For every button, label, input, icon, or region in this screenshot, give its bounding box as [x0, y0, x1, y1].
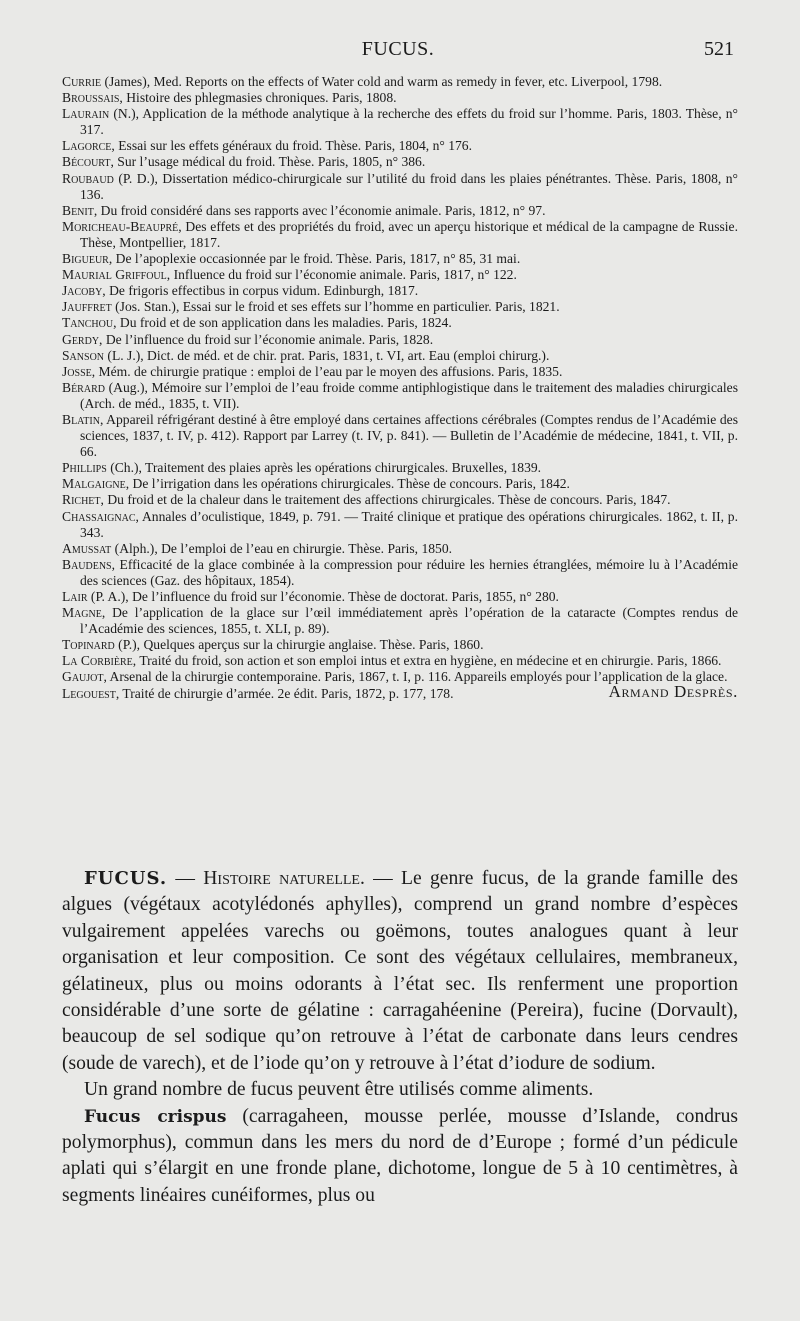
bibliography-entry: [62, 669, 738, 685]
bibliography-entry: [62, 203, 738, 219]
author-signature: Armand Desprès.: [608, 681, 738, 701]
entry-text: (Aug.), Mémoire sur l’emploi de l’eau froide comme antiphlogistique dans le traitement des maladies chirurgicales (Arch. de méd., 1835, t. VII).: [80, 379, 738, 411]
entry-text: , Sur l’usage médical du froid. Thèse. Paris, 1805, n° 386.: [110, 154, 426, 170]
article-paragraph-3: [62, 1104, 738, 1210]
bibliography-entry: [62, 476, 738, 492]
section-label: — Histoire naturelle. —: [167, 868, 402, 889]
article-paragraph-2: Un grand nombre de fucus peuvent être utilisés comme aliments.: [84, 1079, 594, 1101]
entry-author: Phillips: [62, 460, 107, 476]
entry-author: Bécourt: [62, 154, 111, 170]
page-number: 521: [704, 38, 734, 60]
bibliography: [62, 74, 738, 702]
entry-author: Benit: [62, 202, 94, 218]
entry-text: , Des effets et des propriétés du froid, avec un aperçu historique et médical de la campagne de Russie. Thèse, Montpellier, 1817.: [80, 218, 738, 250]
bibliography-entry: [62, 267, 738, 283]
entry-text: , Efficacité de la glace combinée à la compression pour réduire les hernies étranglées, mémoire lu à l’Académie des sciences (Gaz. des hôpitaux, 1854).: [80, 556, 738, 588]
bibliography-entry: [62, 74, 738, 90]
bibliography-entry: [62, 509, 738, 541]
bibliography-entry: [62, 589, 738, 605]
entry-text: (L. J.), Dict. de méd. et de chir. prat. Paris, 1831, t. VI, art. Eau (emploi chirurg.).: [104, 347, 550, 363]
entry-text: , Influence du froid sur l’économie animale. Paris, 1817, n° 122.: [166, 267, 517, 283]
species-term: Fucus crispus: [84, 1106, 227, 1127]
bibliography-entry: [62, 90, 738, 106]
entry-text: , De l’irrigation dans les opérations chirurgicales. Thèse de concours. Paris, 1842.: [125, 476, 570, 492]
entry-author: Topinard: [62, 637, 115, 653]
entry-text: , Mém. de chirurgie pratique : emploi de l’eau par le moyen des affusions. Paris, 1835.: [91, 363, 563, 379]
entry-author: Moricheau-Beaupré: [62, 218, 179, 234]
paragraph-1-text: Le genre fucus, de la grande famille des algues (végétaux acotylédonés aphylles), comprend un grand nombre d’espèces vulgairement appelées varechs ou goëmons, toutes analogues quant à leur organisation et leur composition. Ce sont des végétaux cellulaires, membraneux, gélatineux, plus ou moins odorants à l’état sec. Ils renferment une proportion considérable d’une sorte de gélatine : carragahéenine (Pereira), fucine (Dorvault), beaucoup de sel sodique qu’on retrouve à l’état de carbonate dans leurs cendres (soude de varech), et de l’iode qu’on y retrouve à l’état d’iodure de sodium.: [62, 868, 738, 1074]
entry-text: (Alph.), De l’emploi de l’eau en chirurgie. Thèse. Paris, 1850.: [111, 540, 453, 556]
entry-author: Amussat: [62, 540, 112, 556]
article-body: [62, 866, 738, 1209]
running-title: FUCUS.: [361, 38, 435, 60]
entry-text: (P.), Quelques aperçus sur la chirurgie anglaise. Thèse. Paris, 1860.: [114, 637, 484, 653]
entry-author: Baudens: [62, 556, 112, 572]
entry-text: (James), Med. Reports on the effects of Water cold and warm as remedy in fever, etc. Liverpool, 1798.: [101, 74, 663, 89]
entry-text: , Du froid et de son application dans les maladies. Paris, 1824.: [113, 315, 452, 331]
entry-author: Malgaigne: [62, 476, 126, 492]
bibliography-entry: [62, 171, 738, 203]
bibliography-entry: [62, 492, 738, 508]
bibliography-entry: [62, 460, 738, 476]
entry-author: Gaujot: [62, 669, 104, 685]
bibliography-entry: [62, 653, 738, 669]
entry-text: (P. A.), De l’influence du froid sur l’économie. Thèse de doctorat. Paris, 1855, n° 280.: [87, 589, 559, 604]
entry-text: , Arsenal de la chirurgie contemporaine. Paris, 1867, t. I, p. 116. Appareils employés pour l’application de la glace.: [103, 669, 728, 685]
bibliography-entry: [62, 364, 738, 380]
entry-author: Jauffret: [62, 299, 112, 315]
entry-author: Sanson: [62, 347, 105, 363]
article-headword: FUCUS.: [84, 868, 168, 889]
entry-text: (Ch.), Traitement des plaies après les opérations chirurgicales. Bruxelles, 1839.: [106, 460, 542, 476]
entry-author: Chassaignac: [62, 508, 136, 524]
bibliography-entry: [62, 251, 738, 267]
entry-author: Richet: [62, 492, 101, 508]
entry-text: , Du froid considéré dans ses rapports avec l’économie animale. Paris, 1812, n° 97.: [93, 202, 546, 218]
entry-author: Legouest: [62, 685, 116, 701]
entry-author: Bigueur: [62, 251, 109, 267]
entry-author: Laurain: [62, 106, 110, 122]
running-header: [62, 38, 734, 64]
entry-text: , Annales d’oculistique, 1849, p. 791. — Traité clinique et pratique des opérations chirurgicales. 1862, t. II, p. 343.: [80, 508, 738, 540]
entry-author: Gerdy: [62, 331, 100, 347]
entry-text: (P. D.), Dissertation médico-chirurgicale sur l’utilité du froid dans les plaies pénétrantes. Thèse. Paris, 1808, n° 136.: [80, 170, 738, 202]
bibliography-entry: [62, 219, 738, 251]
entry-author: Bérard: [62, 379, 105, 395]
entry-text: , Histoire des phlegmasies chroniques. Paris, 1808.: [119, 90, 397, 106]
entry-author: Lagorce: [62, 138, 112, 154]
entry-text: , De frigoris effectibus in corpus vidum. Edinburgh, 1817.: [102, 283, 419, 299]
bibliography-entry: [62, 283, 738, 299]
entry-author: Broussais: [62, 90, 120, 106]
article-paragraph-1: [62, 866, 738, 1077]
entry-text: , Appareil réfrigérant destiné à être employé dans certaines affections cérébrales (Comptes rendus de l’Académie des sciences, 1837, t. IV, p. 412). Rapport par Larrey (t. IV, p. 841). — Bulletin de l’Académie de médecine, 1841, t. VII, p. 66.: [80, 411, 738, 460]
entry-author: Lair: [62, 589, 88, 604]
entry-text: , De l’application de la glace sur l’œil immédiatement après l’opération de la cataracte (Comptes rendus de l’Académie des sciences, 1855, t. XLI, p. 89).: [80, 605, 738, 637]
entry-text: , Traité du froid, son action et son emploi intus et extra en hygiène, en médecine et en chirurgie. Paris, 1866.: [132, 653, 722, 669]
entry-author: Josse: [62, 363, 92, 379]
bibliography-entry: [62, 605, 738, 637]
bibliography-entry: [62, 541, 738, 557]
bibliography-entry: [62, 681, 738, 702]
entry-author: Tanchou: [62, 315, 114, 331]
entry-author: Currie: [62, 74, 102, 89]
bibliography-entry: [62, 637, 738, 653]
entry-text: , Traité de chirurgie d’armée. 2e édit. Paris, 1872, p. 177, 178.: [115, 685, 454, 701]
entry-text: , Essai sur les effets généraux du froid. Thèse. Paris, 1804, n° 176.: [111, 138, 472, 154]
bibliography-entry: [62, 380, 738, 412]
bibliography-entry: [62, 299, 738, 315]
entry-text: , Du froid et de la chaleur dans le traitement des affections chirurgicales. Thèse de concours. Paris, 1847.: [100, 492, 671, 508]
bibliography-entry: [62, 138, 738, 154]
entry-author: Jacoby: [62, 283, 103, 299]
entry-text: (N.), Application de la méthode analytique à la recherche des effets du froid sur l’homme. Paris, 1803. Thèse, n° 317.: [80, 106, 738, 138]
bibliography-entry: [62, 106, 738, 138]
bibliography-entry: [62, 557, 738, 589]
entry-text: , De l’apoplexie occasionnée par le froid. Thèse. Paris, 1817, n° 85, 31 mai.: [108, 251, 521, 267]
bibliography-entry: [62, 332, 738, 348]
entry-author: Magne: [62, 605, 102, 621]
entry-author: La Corbière: [62, 653, 133, 669]
bibliography-entry: [62, 348, 738, 364]
bibliography-entry: [62, 315, 738, 331]
entry-author: Blatin: [62, 411, 100, 427]
bibliography-entry: [62, 412, 738, 460]
entry-text: , De l’influence du froid sur l’économie animale. Paris, 1828.: [99, 331, 434, 347]
entry-author: Roubaud: [62, 170, 114, 186]
entry-text: (Jos. Stan.), Essai sur le froid et ses effets sur l’homme en particulier. Paris, 1821.: [111, 299, 560, 315]
bibliography-entry: [62, 154, 738, 170]
paragraph-3-text: (carragaheen, mousse perlée, mousse d’Islande, condrus polymorphus), commun dans les mers du nord de d’Europe ; formé d’un pédicule aplati qui s’élargit en une fronde plane, dichotome, longue de 5 à 10 centimètres, à segments linéaires cunéiformes, plus ou: [62, 1105, 739, 1206]
entry-author: Maurial Griffoul: [62, 267, 167, 283]
